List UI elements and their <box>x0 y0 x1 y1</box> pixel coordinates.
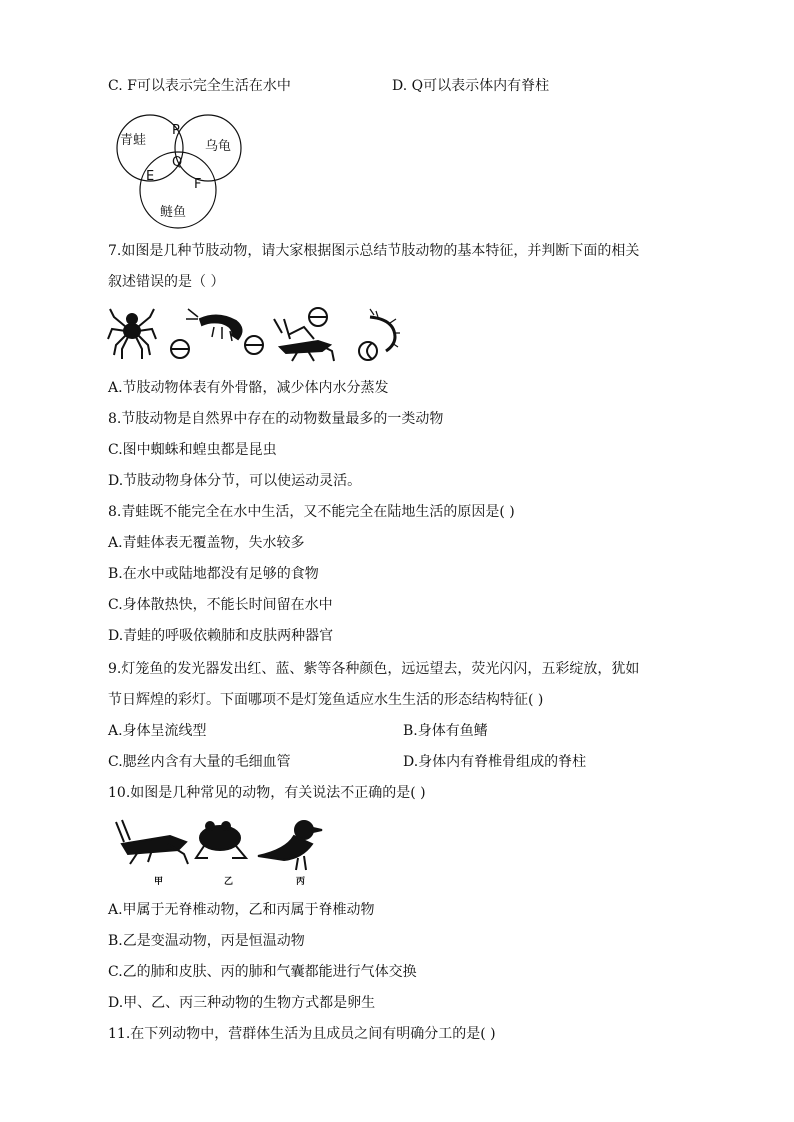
q9-option-d: D.身体内有脊椎骨组成的脊柱 <box>403 754 587 770</box>
sphere-icon-3 <box>309 308 327 326</box>
q8-option-b: B.在水中或陆地都没有足够的食物 <box>108 566 319 582</box>
q10-stem: 10.如图是几种常见的动物，有关说法不正确的是( ) <box>108 785 426 801</box>
q8-stem: 8.青蛙既不能完全在水中生活，又不能完全在陆地生活的原因是( ) <box>108 504 515 520</box>
venn-label-frog: 青蛙 <box>120 133 147 148</box>
q7-stem-line1: 7.如图是几种节肢动物，请大家根据图示总结节肢动物的基本特征，并判断下面的相关 <box>108 243 640 259</box>
figure-label-jia: 甲 <box>154 877 164 887</box>
q10-option-a: A.甲属于无脊椎动物，乙和丙属于脊椎动物 <box>108 902 375 918</box>
animals-figure <box>108 814 338 890</box>
q6-option-d: D. Q可以表示体内有脊柱 <box>392 78 550 94</box>
q9-option-a: A.身体呈流线型 <box>108 723 207 739</box>
arthropods-figure <box>108 305 408 367</box>
q9-option-b: B.身体有鱼鳍 <box>403 723 488 739</box>
q8-option-d: D.青蛙的呼吸依赖肺和皮肤两种器官 <box>108 628 334 644</box>
venn-letter-q: Q <box>172 155 183 170</box>
q9-stem-line1: 9.灯笼鱼的发光器发出红、蓝、紫等各种颜色，远远望去，荧光闪闪，五彩绽放，犹如 <box>108 661 640 677</box>
bird-illustration <box>258 821 322 870</box>
q7-option-a: A.节肢动物体表有外骨骼，减少体内水分蒸发 <box>108 380 389 396</box>
q7-option-c: C.图中蜘蛛和蝗虫都是昆虫 <box>108 442 277 458</box>
sphere-icon-2 <box>245 336 263 354</box>
q9-stem-line2: 节日辉煌的彩灯。下面哪项不是灯笼鱼适应水生生活的形态结构特征( ) <box>108 692 544 708</box>
venn-label-turtle: 乌龟 <box>205 139 232 154</box>
q6-option-c: C. F可以表示完全生活在水中 <box>108 78 291 94</box>
q11-stem: 11.在下列动物中，营群体生活为且成员之间有明确分工的是( ) <box>108 1026 496 1042</box>
venn-letter-p: P <box>172 123 180 138</box>
frog-illustration <box>196 822 246 858</box>
shrimp-illustration <box>186 309 242 341</box>
sphere-icon-1 <box>171 340 189 358</box>
venn-letter-f: F <box>194 177 202 192</box>
q7-stem-line2: 叙述错误的是（ ） <box>108 274 225 290</box>
q10-option-d: D.甲、乙、丙三种动物的生物方式都是卵生 <box>108 995 376 1011</box>
q8-option-a: A.青蛙体表无覆盖物，失水较多 <box>108 535 305 551</box>
q7-option-b: 8.节肢动物是自然界中存在的动物数量最多的一类动物 <box>108 411 444 427</box>
q10-option-b: B.乙是变温动物，丙是恒温动物 <box>108 933 305 949</box>
venn-letter-e: E <box>146 169 155 184</box>
venn-label-fish: 鲢鱼 <box>160 205 187 220</box>
venn-diagram <box>108 112 248 230</box>
q7-option-d: D.节肢动物身体分节，可以使运动灵活。 <box>108 473 362 489</box>
figure-label-bing: 丙 <box>296 877 306 887</box>
grasshopper-illustration <box>116 820 188 864</box>
q9-option-c: C.腮丝内含有大量的毛细血管 <box>108 754 291 770</box>
crescent-icon <box>359 342 377 360</box>
q8-option-c: C.身体散热快，不能长时间留在水中 <box>108 597 333 613</box>
grasshopper-illustration <box>274 319 334 361</box>
figure-label-yi: 乙 <box>224 877 234 887</box>
spider-illustration <box>108 309 156 359</box>
q10-option-c: C.乙的肺和皮肤、丙的肺和气囊都能进行气体交换 <box>108 964 417 980</box>
